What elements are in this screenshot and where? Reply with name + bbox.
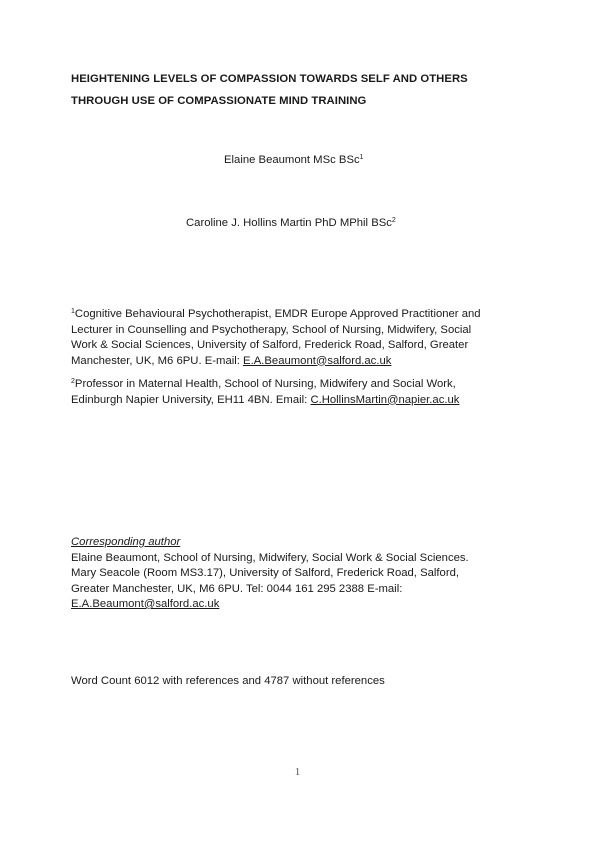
corresponding-email-link[interactable]: E.A.Beaumont@salford.ac.uk <box>71 598 220 610</box>
author-1-marker: 1 <box>359 154 364 161</box>
affiliation-2-line-2: Edinburgh Napier University, EH11 4BN. Email: C.HollinsMartin@napier.ac.uk <box>71 393 460 406</box>
author-2-name: Caroline J. Hollins Martin PhD MPhil BSc <box>186 217 392 229</box>
corresponding-line-2: Mary Seacole (Room MS3.17), University of Salford, Frederick Road, Salford, <box>71 567 460 579</box>
affiliation-2-email-link[interactable]: C.HollinsMartin@napier.ac.uk <box>310 393 460 406</box>
paper-title <box>71 68 541 112</box>
affiliation-1-line-2: Lecturer in Counselling and Psychotherapy, School of Nursing, Midwifery, Social <box>71 323 472 336</box>
affiliation-1-line-4: Manchester, UK, M6 6PU. E-mail: E.A.Beaumont@salford.ac.uk <box>71 354 392 367</box>
corresponding-author-block <box>71 535 541 613</box>
author-2-marker: 2 <box>391 217 396 224</box>
author-2 <box>186 216 396 230</box>
title-line-1: HEIGHTENING LEVELS OF COMPASSION TOWARDS SELF AND OTHERS <box>71 73 468 85</box>
affiliation-1-line-1: $^1$Cognitive Behavioural Psychotherapist, EMDR Europe Approved Practitioner and <box>71 308 481 320</box>
word-count: Word Count 6012 with references and 4787 without references <box>71 675 385 687</box>
corresponding-line-3: Greater Manchester, UK, M6 6PU. Tel: 0044 161 295 2388 E-mail: <box>71 582 403 595</box>
affiliation-1-line-3: Work & Social Sciences, University of Salford, Frederick Road, Salford, Greater <box>71 339 469 351</box>
affiliation-1 <box>71 307 541 369</box>
corresponding-line-1: Elaine Beaumont, School of Nursing, Midwifery, Social Work & Social Sciences. <box>71 551 469 564</box>
affiliation-2-line-1: $^2$Professor in Maternal Health, School of Nursing, Midwifery and Social Work, <box>71 378 456 390</box>
corresponding-author-label: Corresponding author <box>71 536 181 548</box>
page-number: 1 <box>294 766 301 778</box>
affiliation-2 <box>71 377 541 408</box>
author-1 <box>224 153 364 167</box>
affiliation-1-marker: 1 <box>71 308 75 315</box>
affiliation-2-marker: 2 <box>71 378 75 385</box>
author-1-name: Elaine Beaumont MSc BSc <box>224 154 360 166</box>
affiliation-1-email-link[interactable]: E.A.Beaumont@salford.ac.uk <box>243 354 392 367</box>
title-line-2: THROUGH USE OF COMPASSIONATE MIND TRAINING <box>71 95 367 107</box>
